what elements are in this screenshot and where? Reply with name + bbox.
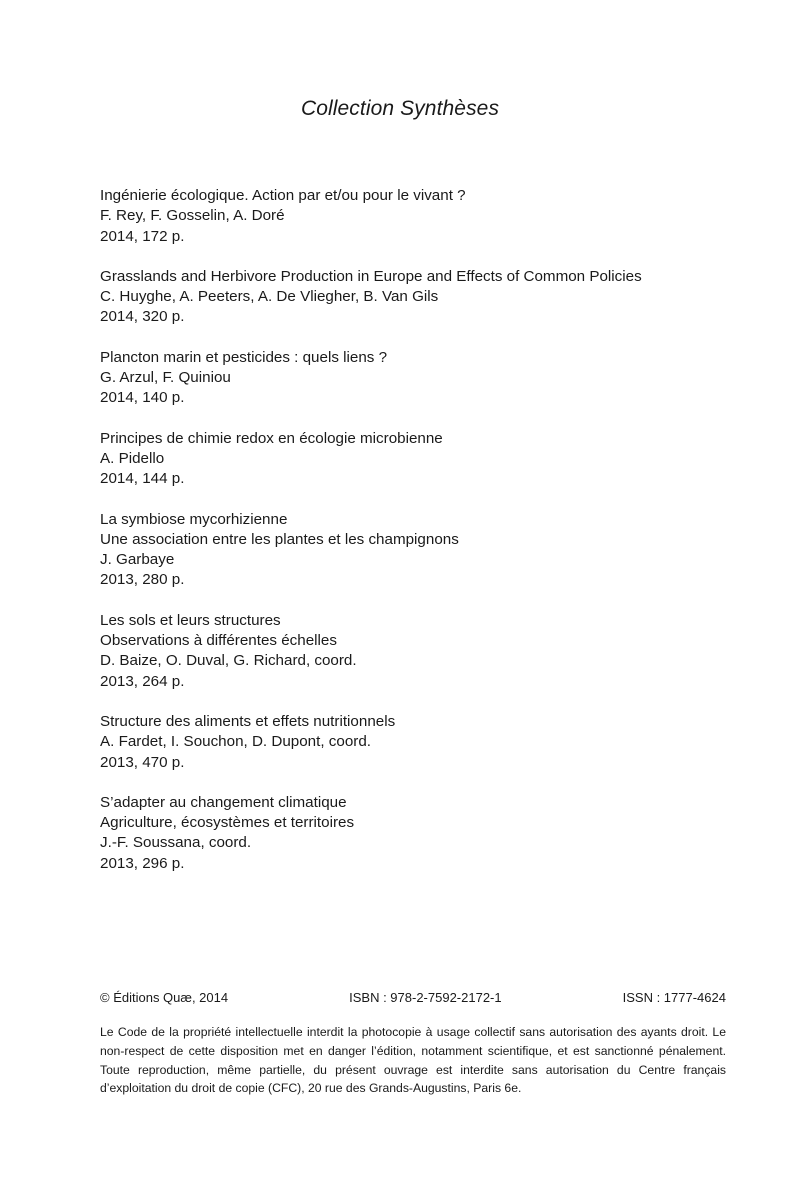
book-authors: C. Huyghe, A. Peeters, A. De Vliegher, B. Van Gils [100,288,439,306]
book-publication-info: 2013, 470 p. [100,753,185,771]
issn: ISSN : 1777-4624 [622,990,726,1005]
book-authors: A. Pidello [100,449,165,467]
book-publication-info: 2014, 172 p. [100,227,185,245]
book-list [100,186,720,894]
book-authors: G. Arzul, F. Quiniou [100,369,231,387]
book-publication-info: 2014, 320 p. [100,308,185,326]
book-subtitle: Une association entre les plantes et les champignons [100,530,459,548]
book-title: Grasslands and Herbivore Production in Europe and Effects of Common Policies [100,267,642,285]
book-authors: F. Rey, F. Gosselin, A. Doré [100,207,285,225]
book-title: Ingénierie écologique. Action par et/ou pour le vivant ? [100,187,466,204]
book-entry [100,267,720,328]
book-authors: J. Garbaye [100,551,175,569]
book-entry [100,712,720,773]
book-publication-info: 2013, 296 p. [100,854,185,872]
book-subtitle: Agriculture, écosystèmes et territoires [100,814,355,832]
book-authors: D. Baize, O. Duval, G. Richard, coord. [100,652,357,670]
book-authors: A. Fardet, I. Souchon, D. Dupont, coord. [100,733,371,751]
book-entry [100,611,720,692]
book-entry [100,348,720,409]
copyright-notice: © Éditions Quæ, 2014 [100,990,229,1005]
book-title: Principes de chimie redox en écologie microbienne [100,429,443,447]
publication-meta [100,990,726,1005]
book-subtitle: Observations à différentes échelles [100,632,337,650]
book-publication-info: 2013, 280 p. [100,571,185,589]
book-publication-info: 2014, 140 p. [100,389,185,407]
book-authors: J.-F. Soussana, coord. [100,834,252,852]
book-title: Les sols et leurs structures [100,611,281,629]
book-entry [100,793,720,874]
book-title: S’adapter au changement climatique [100,793,347,811]
book-title: Plancton marin et pesticides : quels liens ? [100,348,388,366]
book-publication-info: 2013, 264 p. [100,672,185,690]
book-entry [100,510,720,591]
book-publication-info: 2014, 144 p. [100,470,185,488]
legal-notice: Le Code de la propriété intellectuelle interdit la photocopie à usage collectif sans autorisation des ayants droit. Le non-respect de cette disposition met en danger l’édition, notamment scientifique, et est sanctionné pénalement. Toute reproduction, même partielle, du présent ouvrage est interdite sans autorisation du Centre français d’exploitation du droit de copie (CFC), 20 rue des Grands-Augustins, Paris 6e. [100,1025,726,1096]
page-title: Collection Synthèses [300,97,500,120]
book-title: Structure des aliments et effets nutritionnels [100,712,396,730]
book-entry [100,429,720,490]
isbn: ISBN : 978-2-7592-2172-1 [349,990,502,1005]
book-entry [100,186,720,247]
book-title: La symbiose mycorhizienne [100,510,288,528]
